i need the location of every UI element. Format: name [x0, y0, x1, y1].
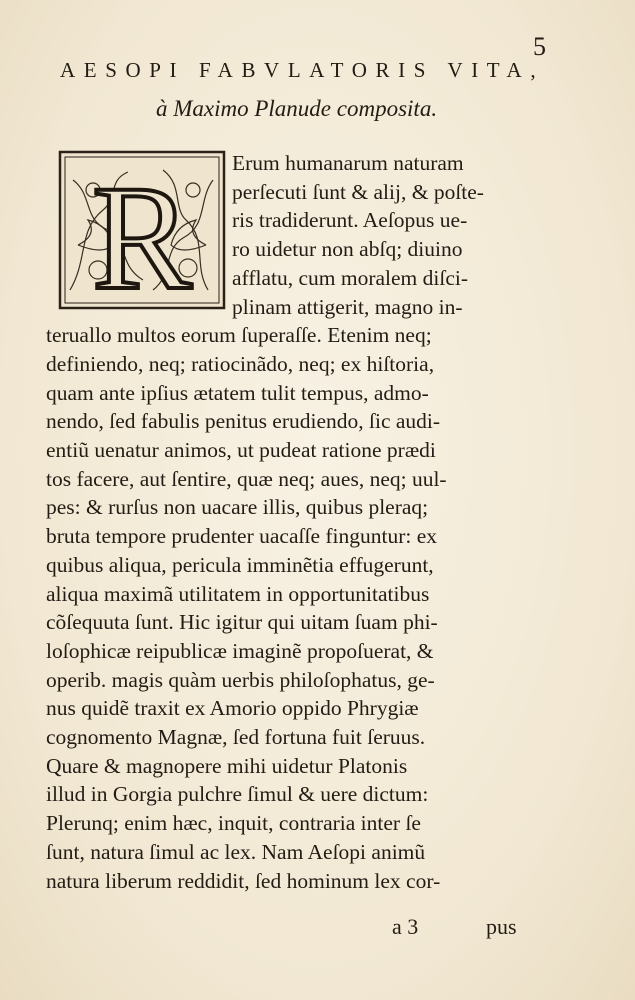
text-line: aliqua maximã utilitatem in opportunitatibus	[46, 581, 430, 606]
text-line: pes: & rurſus non uacare illis, quibus pleraq;	[46, 495, 429, 520]
page-title: AESOPI FABVLATORIS VITA,	[60, 58, 545, 82]
text-line: Erum humanarum naturam	[232, 151, 464, 175]
signature-mark: a 3	[392, 914, 419, 939]
text-line: ro uidetur non abſq; diuino	[232, 237, 463, 262]
text-line: operib. magis quàm uerbis philoſophatus, ge-	[46, 667, 435, 692]
text-line: cognomento Magnæ, ſed fortuna fuit ſeruus.	[46, 725, 426, 749]
text-line: nendo, ſed fabulis penitus erudiendo, ſic audi-	[46, 409, 441, 434]
text-line: nus quidẽ traxit ex Amorio oppido Phrygiæ	[46, 696, 419, 721]
text-line: perſecuti ſunt & alij, & poſte-	[232, 179, 484, 204]
text-line: definiendo, neq; ratiocinãdo, neq; ex hiſtoria,	[46, 351, 435, 376]
text-line: ris tradiderunt. Aeſopus ue-	[232, 208, 468, 233]
text-line: Plerunq; enim hæc, inquit, contraria inter ſe	[46, 811, 421, 836]
text-line: Quare & magnopere mihi uidetur Platonis	[46, 753, 408, 778]
page-subtitle: à Maximo Planude composita.	[156, 96, 438, 121]
text-line: natura liberum reddidit, ſed hominum lex cor-	[46, 868, 441, 893]
page-number: 5	[533, 32, 546, 61]
text-line: quam ante ipſius ætatem tulit tempus, admo-	[46, 380, 429, 405]
text-line: entiũ uenatur animos, ut pudeat ratione prædi	[46, 438, 436, 462]
decorated-initial	[58, 150, 226, 310]
text-line: teruallo multos eorum ſuperaſſe. Etenim neq;	[46, 323, 432, 348]
text-line: plinam attigerit, magno in-	[232, 294, 463, 319]
text-line: loſophicæ reipublicæ imaginẽ propoſuerat, &	[46, 638, 434, 663]
catchword: pus	[486, 914, 517, 939]
text-line: quibus aliqua, pericula imminẽtia effugerunt,	[46, 552, 434, 577]
text-line: cõſequuta ſunt. Hic igitur qui uitam ſuam phi-	[46, 610, 438, 635]
text-line: ſunt, natura ſimul ac lex. Nam Aeſopi animũ	[46, 839, 426, 864]
initial-letter: R	[91, 155, 193, 310]
text-line: bruta tempore prudenter uacaſſe finguntur: ex	[46, 524, 438, 549]
text-line: illud in Gorgia pulchre ſimul & uere dictum:	[46, 782, 429, 807]
text-line: afflatu, cum moralem diſci-	[232, 265, 469, 290]
text-line: tos facere, aut ſentire, quæ neq; aues, neq; uul-	[46, 466, 447, 491]
